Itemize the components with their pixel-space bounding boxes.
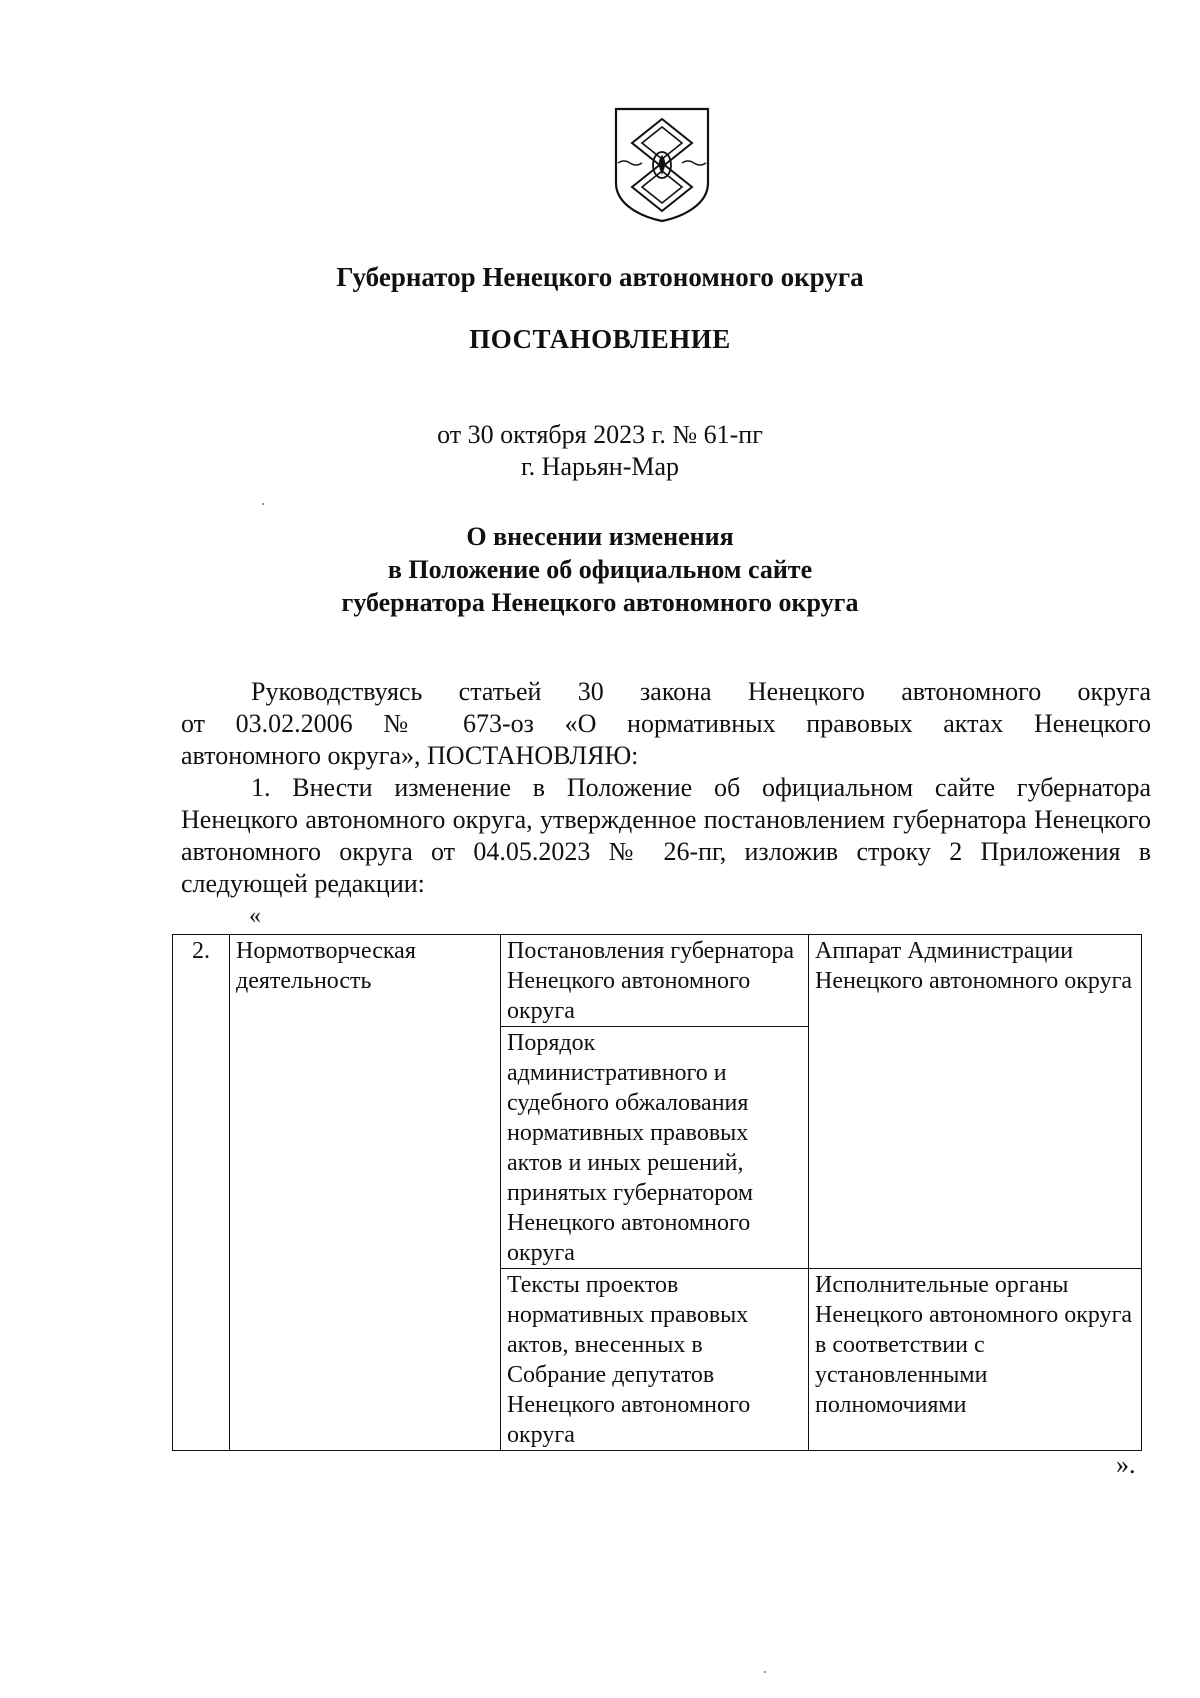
issuing-authority: Губернатор Ненецкого автономного округа (336, 262, 864, 292)
nenets-coat-of-arms-icon (612, 105, 712, 225)
document-date-number: от 30 октября 2023 г. № 61-пг (437, 420, 763, 449)
document-title (0, 520, 1200, 619)
clause-1-paragraph: 1. Внести изменение в Положение об официальном сайте губернатора Ненецкого автономного округа, утвержденное постановлением губернатора Ненецкого автономного округа от 04.05.2023 № 26-пг, изложив строку 2 Приложения в следующей редакции: (181, 773, 1151, 898)
preamble-line: автономного округа», ПОСТАНОВЛЯЮ: (181, 741, 639, 770)
document-type: ПОСТАНОВЛЕНИЕ (469, 324, 731, 354)
responsible-cell: Аппарат Администрации Ненецкого автономного округа (809, 935, 1142, 1269)
info-cell: Тексты проектов нормативных правовых актов, внесенных в Собрание депутатов Ненецкого автономного округа (501, 1269, 809, 1451)
table-row (173, 935, 1142, 1027)
activity-cell: Нормотворческая деятельность (230, 935, 501, 1451)
title-line: О внесении изменения (466, 522, 734, 551)
document-city: г. Нарьян-Мар (520, 452, 680, 481)
row-number-cell: 2. (173, 935, 230, 1451)
title-line: в Положение об официальном сайте (387, 555, 813, 584)
info-cell: Порядок административного и судебного обжалования нормативных правовых актов и иных решений, принятых губернатором Ненецкого автономного округа (501, 1027, 809, 1269)
responsible-cell: Исполнительные органы Ненецкого автономного округа в соответствии с установленными полномочиями (809, 1269, 1142, 1451)
info-cell: Постановления губернатора Ненецкого автономного округа (501, 935, 809, 1027)
opening-quote: « (249, 903, 261, 929)
scan-speck (764, 1671, 766, 1673)
scan-speck (262, 503, 264, 505)
preamble-line: от 03.02.2006 № 673-оз «О нормативных правовых актах Ненецкого (181, 709, 1151, 738)
preamble-paragraph (181, 676, 1151, 772)
preamble-line: Руководствуясь статьей 30 закона Ненецкого автономного округа (251, 677, 1151, 706)
appendix-table (172, 934, 1142, 1451)
closing-quote: ». (1116, 1450, 1136, 1479)
title-line: губернатора Ненецкого автономного округа (341, 588, 859, 617)
